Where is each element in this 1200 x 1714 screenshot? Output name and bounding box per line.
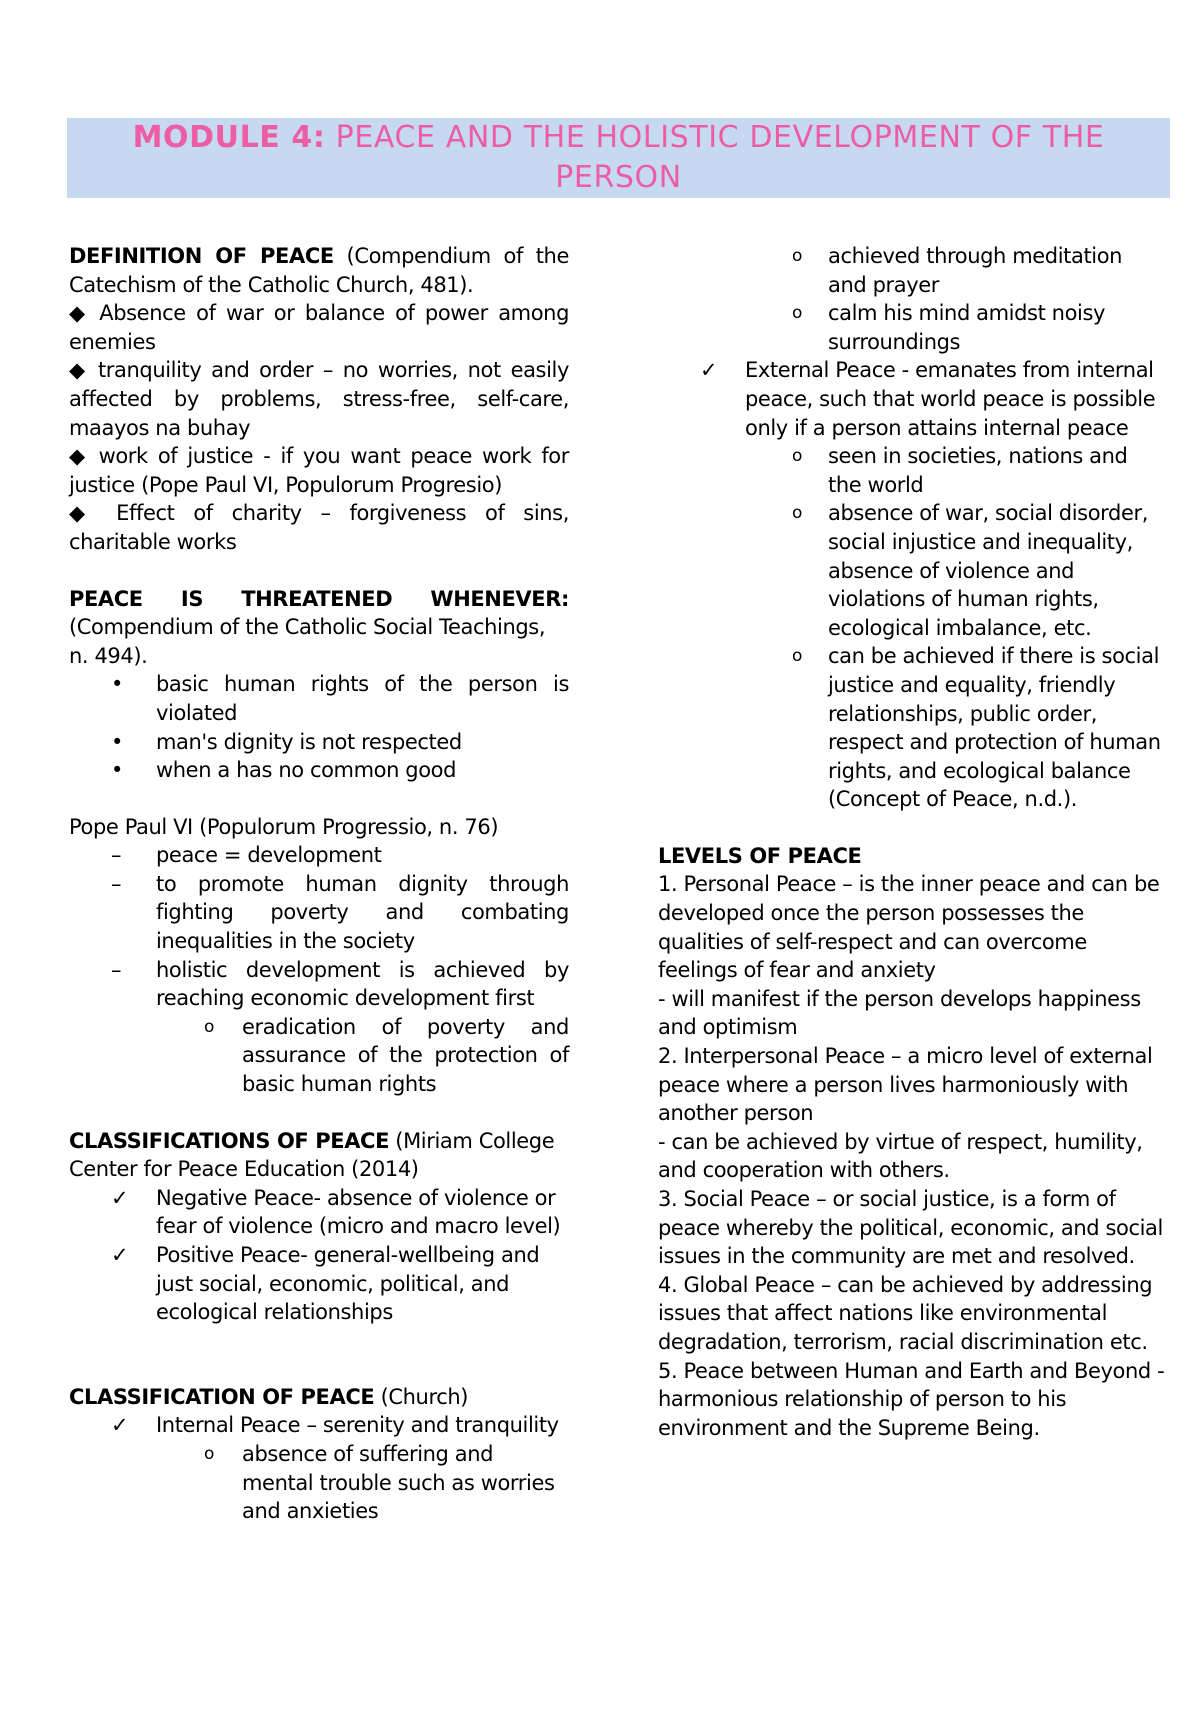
sub-list-item: o seen in societies, nations and the world bbox=[792, 444, 1128, 497]
module-title-banner bbox=[67, 118, 1170, 198]
miriam-heading: CLASSIFICATIONS OF PEACE bbox=[69, 1128, 390, 1153]
paul-heading: Pope Paul VI (Populorum Progressio, n. 76) bbox=[69, 814, 499, 839]
bullet-icon: • bbox=[111, 758, 123, 783]
diamond-bullet-icon: ◆ bbox=[69, 501, 98, 526]
list-item: ✓ Positive Peace- general-wellbeing and just social, economic, political, and ecological relationships bbox=[111, 1243, 540, 1325]
list-item: • when a has no common good bbox=[69, 756, 569, 785]
sub-list-item: o absence of suffering and mental trouble such as worries and anxieties bbox=[204, 1441, 555, 1524]
list-item: ✓ Negative Peace- absence of violence or fear of violence (micro and macro level) bbox=[111, 1185, 561, 1239]
sub-list-item: o eradication of poverty and assurance of the protection of basic human rights bbox=[204, 1014, 569, 1097]
module-number: MODULE 4: bbox=[132, 120, 326, 155]
church-source: (Church) bbox=[374, 1384, 469, 1409]
levels-line: - will manifest if the person develops happiness and optimism bbox=[658, 986, 1141, 1040]
threatened-source: (Compendium of the Catholic Social Teachings, n. 494). bbox=[69, 615, 546, 668]
dash-icon: – bbox=[111, 957, 122, 982]
dash-icon: – bbox=[111, 843, 122, 868]
check-icon: ✓ bbox=[111, 1185, 129, 1210]
definition-item: ◆ Absence of war or balance of power among enemies bbox=[69, 301, 570, 354]
list-item: – to promote human dignity through fighting poverty and combating inequalities in the society bbox=[111, 871, 569, 954]
diamond-bullet-icon: ◆ bbox=[69, 444, 89, 469]
list-item: • basic human rights of the person is violated bbox=[111, 672, 569, 725]
diamond-bullet-icon: ◆ bbox=[69, 358, 89, 383]
circle-bullet-icon: o bbox=[792, 446, 803, 467]
bullet-icon: • bbox=[111, 672, 123, 697]
definition-item: ◆ Effect of charity – forgiveness of sins, charitable works bbox=[69, 501, 569, 554]
circle-bullet-icon: o bbox=[792, 246, 803, 266]
church-heading-line bbox=[69, 1383, 569, 1412]
list-item: – peace = development bbox=[69, 841, 569, 870]
definition-item: ◆ work of justice - if you want peace work for justice (Pope Paul VI, Populorum Progresio) bbox=[69, 444, 569, 497]
circle-bullet-icon: o bbox=[204, 1443, 215, 1464]
list-item: ✓ External Peace - emanates from internal peace, such that world peace is possible only if a person attains internal peace bbox=[700, 358, 1156, 440]
check-icon: ✓ bbox=[111, 1413, 129, 1438]
levels-line: 4. Global Peace – can be achieved by addressing issues that affect nations like environmental degradation, terrorism, racial discrimination etc. bbox=[658, 1272, 1153, 1354]
sub-list-item: o calm his mind amidst noisy surroundings bbox=[792, 301, 1106, 354]
definition-source: (Compendium of the Catechism of the Catholic Church, 481). bbox=[69, 244, 569, 297]
definition-heading: DEFINITION OF PEACE bbox=[69, 244, 334, 268]
definition-heading-line bbox=[69, 242, 569, 299]
levels-line: 3. Social Peace – or social justice, is a form of peace whereby the political, economic, and social issues in the community are met and resolved. bbox=[658, 1187, 1163, 1269]
circle-bullet-icon: o bbox=[792, 303, 803, 324]
circle-bullet-icon: o bbox=[792, 646, 803, 667]
list-item: – holistic development is achieved by reaching economic development first bbox=[111, 957, 569, 1011]
sub-list-item: o absence of war, social disorder, social injustice and inequality, absence of violence and violations of human rights, ecological imbalance, etc. bbox=[792, 501, 1148, 640]
definition-item: ◆ tranquility and order – no worries, not easily affected by problems, stress-free, self-care, maayos na buhay bbox=[69, 358, 569, 440]
list-item: • man's dignity is not respected bbox=[69, 728, 569, 757]
miriam-source: (Miriam College Center for Peace Education (2014) bbox=[69, 1128, 555, 1182]
circle-bullet-icon: o bbox=[204, 1016, 215, 1037]
check-icon: ✓ bbox=[111, 1243, 129, 1267]
sub-list-item: o can be achieved if there is social justice and equality, friendly relationships, public order, respect and protection of human rights, and ecological balance (Concept of Peace, n.d.). bbox=[792, 644, 1161, 812]
list-item: ✓ Internal Peace – serenity and tranquility bbox=[69, 1411, 569, 1440]
bullet-icon: • bbox=[111, 729, 123, 754]
dash-icon: – bbox=[111, 871, 122, 896]
miriam-heading-line bbox=[69, 1127, 569, 1184]
circle-bullet-icon: o bbox=[792, 503, 803, 524]
threatened-heading: PEACE IS THREATENED WHENEVER: bbox=[69, 586, 569, 611]
levels-line: 5. Peace between Human and Earth and Beyond - harmonious relationship of person to his environment and the Supreme Being. bbox=[658, 1358, 1165, 1440]
levels-line: - can be achieved by virtue of respect, humility, and cooperation with others. bbox=[658, 1129, 1143, 1183]
check-icon: ✓ bbox=[700, 358, 718, 383]
church-heading: CLASSIFICATION OF PEACE bbox=[69, 1384, 375, 1409]
levels-heading: LEVELS OF PEACE bbox=[658, 843, 862, 868]
sub-list-item: o achieved through meditation and prayer bbox=[792, 244, 1123, 297]
diamond-bullet-icon: ◆ bbox=[69, 301, 89, 326]
levels-line: 2. Interpersonal Peace – a micro level of external peace where a person lives harmoniously with another person bbox=[658, 1044, 1153, 1126]
left-column bbox=[69, 242, 569, 1526]
module-title: PEACE AND THE HOLISTIC DEVELOPMENT OF THE PERSON bbox=[325, 120, 1105, 195]
levels-line: 1. Personal Peace – is the inner peace and can be developed once the person possesses the qualities of self-respect and can overcome feelings of fear and anxiety bbox=[658, 872, 1160, 983]
right-column bbox=[658, 242, 1165, 1442]
